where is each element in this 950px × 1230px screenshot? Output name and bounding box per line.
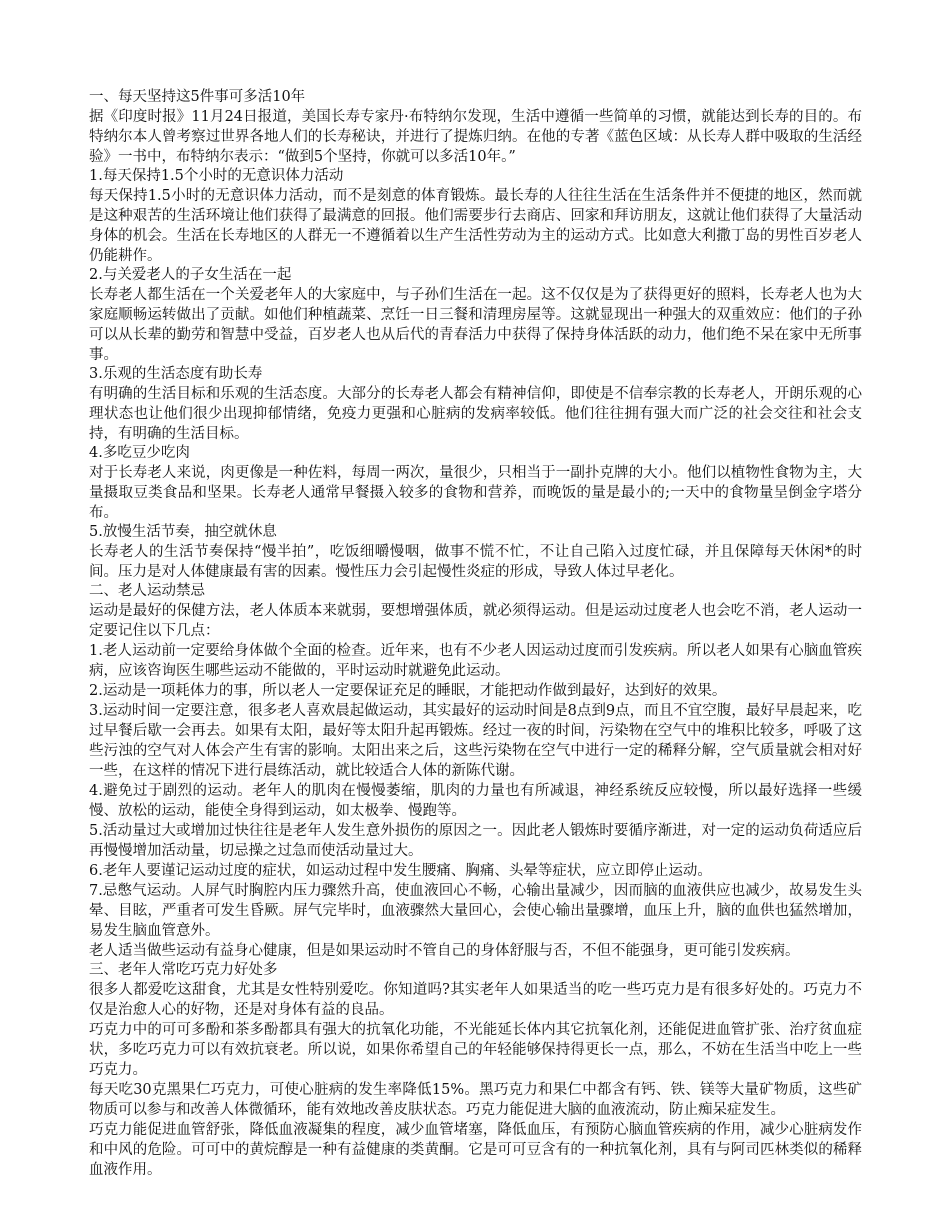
paragraph-3-4: 巧克力能促进血管舒张，降低血液凝集的程度，减少血管堵塞，降低血压，有预防心脑血管疾病的作用，减少心脏病发作和中风的危险。可可中的黄烷醇是一种有益健康的类黄酮。它是可可豆含有的一种抗氧化剂，具有与阿司匹林类似的稀释血液作用。: [89, 1122, 862, 1178]
subheading-1-5: 5.放慢生活节奏，抽空就休息: [89, 524, 277, 540]
subheading-1-4: 4.多吃豆少吃肉: [89, 445, 190, 461]
subheading-1-3: 3.乐观的生活态度有助长寿: [89, 366, 263, 382]
paragraph-2-item-7: 7.忌憋气运动。人屏气时胸腔内压力骤然升高，使血液回心不畅，心输出量减少，因而脑的血液供应也减少，故易发生头晕、目眩，严重者可发生昏厥。屏气完毕时，血液骤然大量回心，会使心输出量骤增，血压上升，脑的血供也猛然增加，易发生脑血管意外。: [89, 883, 862, 939]
paragraph-3-2: 巧克力中的可可多酚和茶多酚都具有强大的抗氧化功能，不光能延长体内其它抗氧化剂，还能促进血管扩张、治疗贫血症状，多吃巧克力可以有效抗衰老。所以说，如果你希望自己的年轻能够保持得更长一点，那么，不妨在生活当中吃上一些巧克力。: [89, 1022, 862, 1078]
section-heading-2: 二、老人运动禁忌: [89, 583, 205, 599]
paragraph-3-3: 每天吃30克黑果仁巧克力，可使心脏病的发生率降低15%。黑巧克力和果仁中都含有钙、铁、镁等大量矿物质，这些矿物质可以参与和改善人体微循环，能有效地改善皮肤状态。巧克力能促进大脑的血液流动，防止痴呆症发生。: [89, 1082, 862, 1118]
paragraph-2-item-2: 2.运动是一项耗体力的事，所以老人一定要保证充足的睡眠，才能把动作做到最好，达到好的效果。: [89, 683, 727, 699]
paragraph-2-item-6: 6.老年人要谨记运动过度的症状，如运动过程中发生腰痛、胸痛、头晕等症状，应立即停止运动。: [89, 863, 712, 879]
paragraph-1-4: 对于长寿老人来说，肉更像是一种佐料，每周一两次，量很少，只相当于一副扑克牌的大小。他们以植物性食物为主，大量摄取豆类食品和坚果。长寿老人通常早餐摄入较多的食物和营养，而晚饭的量是最小的;一天中的食物量呈倒金字塔分布。: [89, 465, 862, 521]
section-heading-3: 三、老年人常吃巧克力好处多: [89, 962, 278, 978]
paragraph-1-5: 长寿老人的生活节奏保持“慢半拍”，吃饭细嚼慢咽，做事不慌不忙，不让自己陷入过度忙碌，并且保障每天休闲*的时间。压力是对人体健康最有害的因素。慢性压力会引起慢性炎症的形成，导致人体过早老化。: [89, 544, 862, 580]
paragraph-2-item-3: 3.运动时间一定要注意，很多老人喜欢晨起做运动，其实最好的运动时间是8点到9点，而且不宜空腹，最好早晨起来，吃过早餐后歇一会再去。如果有太阳，最好等太阳升起再锻炼。经过一夜的时间，污染物在空气中的堆积比较多，呼吸了这些污浊的空气对人体会产生有害的影响。太阳出来之后，这些污染物在空气中进行一定的稀释分解，空气质量就会相对好一些，在这样的情况下进行晨练活动，就比较适合人体的新陈代谢。: [89, 703, 862, 779]
paragraph-1-2: 长寿老人都生活在一个关爱老年人的大家庭中，与子孙们生活在一起。这不仅仅是为了获得更好的照料，长寿老人也为大家庭顺畅运转做出了贡献。如他们种植蔬菜、烹饪一日三餐和清理房屋等。这就显现出一种强大的双重效应：他们的子孙可以从长辈的勤劳和智慧中受益，百岁老人也从后代的青春活力中获得了保持身体活跃的动力，他们绝不呆在家中无所事事。: [89, 287, 862, 363]
subheading-1-2: 2.与关爱老人的子女生活在一起: [89, 267, 292, 283]
paragraph-intro: 据《印度时报》11月24日报道，美国长寿专家丹·布特纳尔发现，生活中遵循一些简单的习惯，就能达到长寿的目的。布特纳尔本人曾考察过世界各地人们的长寿秘诀，并进行了提炼归纳。在他的专著《蓝色区域：从长寿人群中吸取的生活经验》一书中，布特纳尔表示：“做到5个坚持，你就可以多活10年。”: [89, 109, 862, 165]
section-heading-1: 一、每天坚持这5件事可多活10年: [89, 89, 306, 105]
paragraph-1-1: 每天保持1.5小时的无意识体力活动，而不是刻意的体育锻炼。最长寿的人往往生活在生活条件并不便捷的地区，然而就是这种艰苦的生活环境让他们获得了最满意的回报。他们需要步行去商店、回家和拜访朋友，这就让他们获得了大量活动身体的机会。生活在长寿地区的人群无一不遵循着以生产生活性劳动为主的运动方式。比如意大利撒丁岛的男性百岁老人仍能耕作。: [89, 188, 862, 264]
paragraph-2-item-5: 5.活动量过大或增加过快往往是老年人发生意外损伤的原因之一。因此老人锻炼时要循序渐进，对一定的运动负荷适应后再慢慢增加活动量，切忌操之过急而使活动量过大。: [89, 823, 862, 859]
paragraph-3-1: 很多人都爱吃这甜食，尤其是女性特别爱吃。你知道吗?其实老年人如果适当的吃一些巧克力是有很多好处的。巧克力不仅是治愈人心的好物，还是对身体有益的良品。: [89, 982, 862, 1018]
paragraph-2-item-4: 4.避免过于剧烈的运动。老年人的肌肉在慢慢萎缩，肌肉的力量也有所减退，神经系统反应较慢，所以最好选择一些缓慢、放松的运动，能使全身得到运动，如太极拳、慢跑等。: [89, 783, 862, 819]
paragraph-1-3: 有明确的生活目标和乐观的生活态度。大部分的长寿老人都会有精神信仰，即使是不信奉宗教的长寿老人，开朗乐观的心理状态也让他们很少出现抑郁情绪，免疫力更强和心脏病的发病率较低。他们往往拥有强大而广泛的社会交往和社会支持，有明确的生活目标。: [89, 386, 862, 442]
paragraph-2-conclusion: 老人适当做些运动有益身心健康，但是如果运动时不管自己的身体舒服与否，不但不能强身，更可能引发疾病。: [89, 943, 800, 959]
paragraph-2-item-1: 1.老人运动前一定要给身体做个全面的检查。近年来，也有不少老人因运动过度而引发疾病。所以老人如果有心脑血管疾病，应该咨询医生哪些运动不能做的，平时运动时就避免此运动。: [89, 643, 862, 679]
subheading-1-1: 1.每天保持1.5个小时的无意识体力活动: [89, 168, 344, 184]
paragraph-2-intro: 运动是最好的保健方法，老人体质本来就弱，要想增强体质，就必须得运动。但是运动过度老人也会吃不消，老人运动一定要记住以下几点：: [89, 603, 862, 639]
